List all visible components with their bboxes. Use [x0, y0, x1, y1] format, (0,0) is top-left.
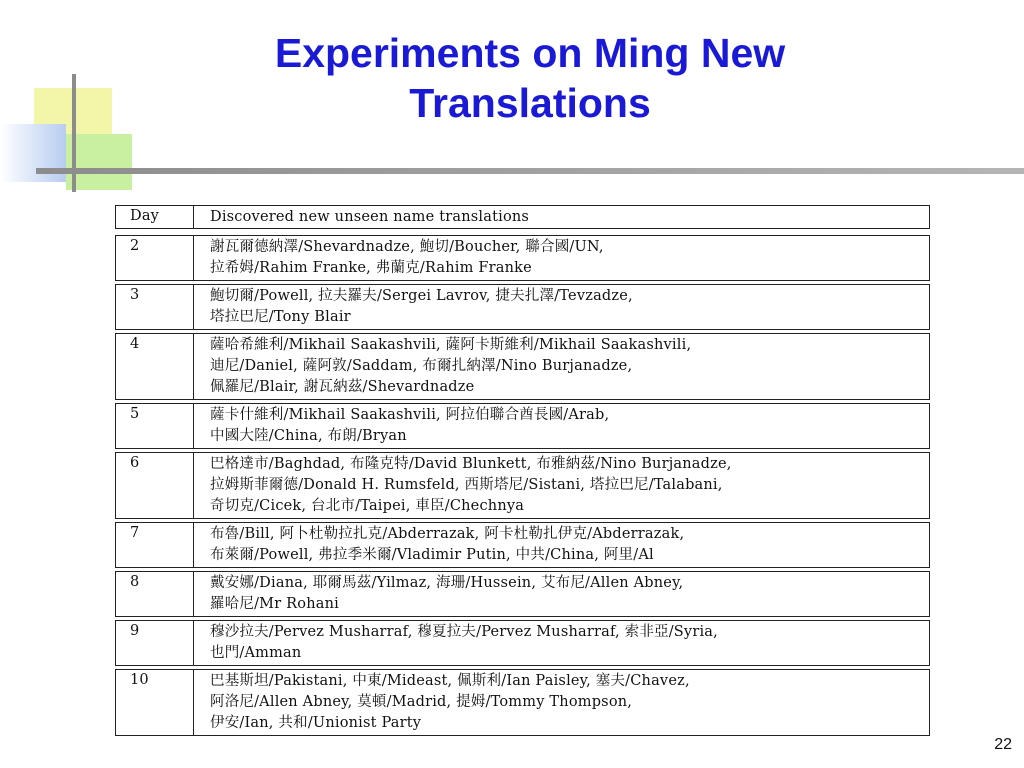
table-header-row [115, 205, 930, 229]
row-translations [194, 670, 929, 735]
row-day: 7 [116, 523, 194, 567]
decorative-horizontal-rule [36, 168, 1024, 174]
row-translations [194, 334, 929, 399]
row-translations [194, 621, 929, 665]
row-translations [194, 404, 929, 448]
translation-line: 中國大陸/China, 布朗/Bryan [210, 428, 407, 444]
table-row [115, 284, 930, 330]
decorative-vertical-rule [72, 74, 76, 192]
row-translations [194, 523, 929, 567]
row-day: 9 [116, 621, 194, 665]
translation-line: 伊安/Ian, 共和/Unionist Party [210, 715, 422, 731]
translation-line: 塔拉巴尼/Tony Blair [210, 309, 351, 325]
row-day: 6 [116, 453, 194, 518]
table-row [115, 452, 930, 519]
row-translations [194, 453, 929, 518]
translation-line: 也門/Amman [210, 645, 302, 661]
row-translations [194, 572, 929, 616]
translation-line: 佩羅尼/Blair, 謝瓦納茲/Shevardnadze [210, 379, 475, 395]
header-translations: Discovered new unseen name translations [210, 209, 530, 225]
row-translations [194, 285, 929, 329]
translation-line: 巴格達市/Baghdad, 布隆克特/David Blunkett, 布雅納茲/Nino Burjanadze, [210, 456, 732, 472]
translation-line: 穆沙拉夫/Pervez Musharraf, 穆夏拉夫/Pervez Musharraf, 索非亞/Syria, [210, 624, 718, 640]
table-row [115, 620, 930, 666]
slide-title-line-2: Translations [409, 80, 651, 126]
row-day: 3 [116, 285, 194, 329]
translation-line: 羅哈尼/Mr Rohani [210, 596, 339, 612]
translation-line: 迪尼/Daniel, 薩阿敦/Saddam, 布爾扎納澤/Nino Burjanadze, [210, 358, 633, 374]
table-row [115, 571, 930, 617]
slide-title-line-1: Experiments on Ming New [274, 30, 786, 76]
table-row [115, 522, 930, 568]
page-number: 22 [994, 736, 1012, 753]
slide-title [130, 28, 930, 128]
table-row [115, 333, 930, 400]
translation-line: 拉希姆/Rahim Franke, 弗蘭克/Rahim Franke [210, 260, 532, 276]
table-body [115, 235, 930, 736]
row-day: 10 [116, 670, 194, 735]
table-row [115, 235, 930, 281]
row-day: 4 [116, 334, 194, 399]
table-row [115, 669, 930, 736]
translation-line: 阿洛尼/Allen Abney, 莫頓/Madrid, 提姆/Tommy Thompson, [210, 694, 633, 710]
translations-table [115, 205, 930, 739]
translation-line: 布魯/Bill, 阿卜杜勒拉扎克/Abderrazak, 阿卡杜勒扎伊克/Abderrazak, [210, 526, 685, 542]
header-day: Day [116, 206, 194, 228]
translation-line: 巴基斯坦/Pakistani, 中東/Mideast, 佩斯利/Ian Paisley, 塞夫/Chavez, [210, 673, 690, 689]
translation-line: 謝瓦爾德納澤/Shevardnadze, 鮑切/Boucher, 聯合國/UN, [210, 239, 604, 255]
translation-line: 薩卡什維利/Mikhail Saakashvili, 阿拉伯聯合酋長國/Arab, [210, 407, 610, 423]
translation-line: 拉姆斯菲爾德/Donald H. Rumsfeld, 西斯塔尼/Sistani, 塔拉巴尼/Talabani, [210, 477, 723, 493]
translation-line: 鮑切爾/Powell, 拉夫羅夫/Sergei Lavrov, 捷夫扎澤/Tevzadze, [210, 288, 633, 304]
translation-line: 戴安娜/Diana, 耶爾馬茲/Yilmaz, 海珊/Hussein, 艾布尼/Allen Abney, [210, 575, 684, 591]
translation-line: 薩哈希維利/Mikhail Saakashvili, 薩阿卡斯維利/Mikhail Saakashvili, [210, 337, 692, 353]
row-day: 2 [116, 236, 194, 280]
translation-line: 布萊爾/Powell, 弗拉季米爾/Vladimir Putin, 中共/China, 阿里/Al [210, 547, 654, 563]
translation-line: 奇切克/Cicek, 台北市/Taipei, 車臣/Chechnya [210, 498, 525, 514]
row-day: 8 [116, 572, 194, 616]
row-day: 5 [116, 404, 194, 448]
table-row [115, 403, 930, 449]
row-translations [194, 236, 929, 280]
